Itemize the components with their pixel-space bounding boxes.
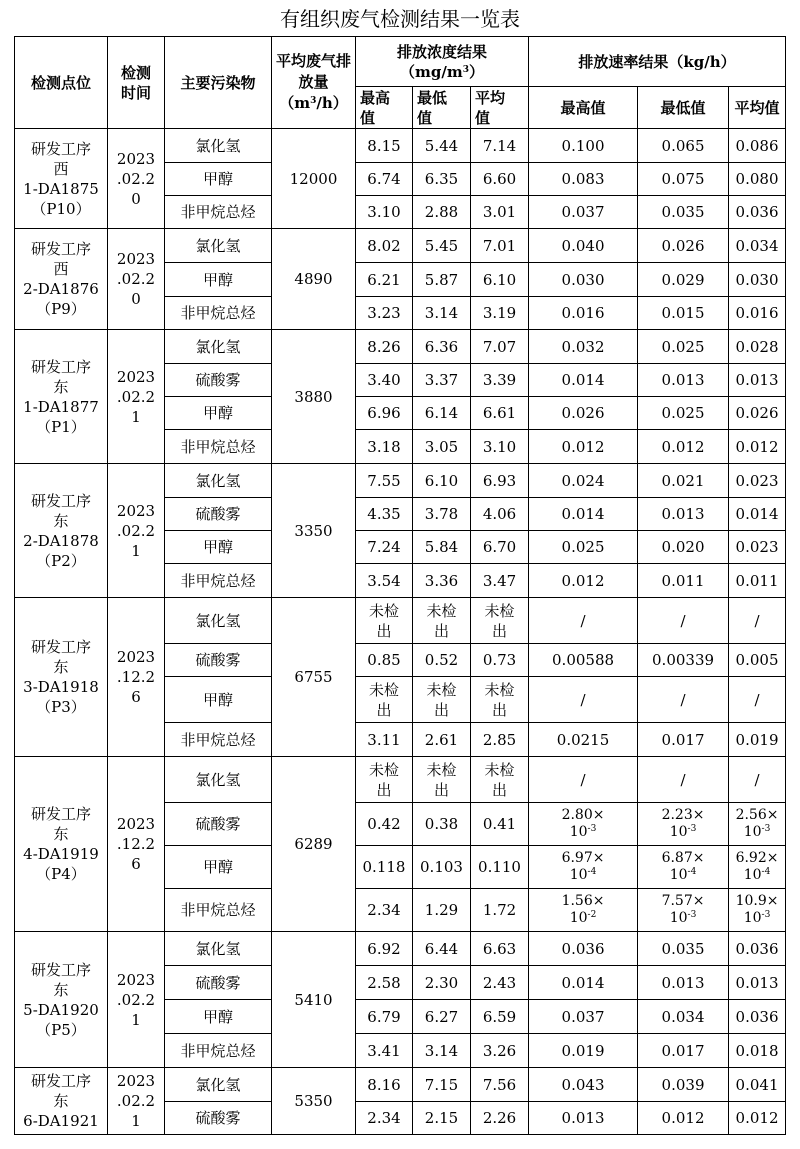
rate-min-cell: 0.034 xyxy=(638,1000,729,1034)
conc-max-cell: 6.74 xyxy=(356,163,413,196)
pollutant-cell: 氯化氢 xyxy=(165,598,272,644)
table-row xyxy=(15,757,786,803)
pollutant-cell: 硫酸雾 xyxy=(165,644,272,677)
pollutant-cell: 甲醇 xyxy=(165,846,272,889)
pollutant-cell: 甲醇 xyxy=(165,677,272,723)
conc-max-cell: 3.41 xyxy=(356,1034,413,1068)
rate-avg-cell: 0.012 xyxy=(729,1102,786,1135)
conc-avg-cell: 3.39 xyxy=(471,364,529,397)
rate-max-cell: / xyxy=(529,677,638,723)
conc-min-cell: 0.38 xyxy=(413,803,471,846)
conc-avg-cell: 未检 出 xyxy=(471,677,529,723)
conc-min-cell: 2.30 xyxy=(413,966,471,1000)
rate-avg-cell: 0.023 xyxy=(729,464,786,498)
rate-min-cell: 0.035 xyxy=(638,196,729,229)
conc-min-cell: 3.05 xyxy=(413,430,471,464)
rate-min-cell: 0.039 xyxy=(638,1068,729,1102)
header-conc-max: 最高 值 xyxy=(356,87,413,129)
rate-min-cell: 7.57× $10^{-3}$ xyxy=(638,889,729,932)
test-date-cell: 2023 .02.2 1 xyxy=(108,932,165,1068)
rate-min-cell: 6.87× $10^{-4}$ xyxy=(638,846,729,889)
rate-min-cell: 0.012 xyxy=(638,430,729,464)
rate-max-cell: 0.037 xyxy=(529,196,638,229)
conc-min-cell: 6.10 xyxy=(413,464,471,498)
conc-max-cell: 未检 出 xyxy=(356,677,413,723)
rate-max-cell: 0.014 xyxy=(529,364,638,397)
monitoring-point-cell: 研发工序 东 5-DA1920 （P5） xyxy=(15,932,108,1068)
header-location: 检测点位 xyxy=(15,37,108,129)
rate-avg-cell: 0.036 xyxy=(729,1000,786,1034)
rate-avg-cell: 10.9× $10^{-3}$ xyxy=(729,889,786,932)
exhaust-flow-cell: 3880 xyxy=(272,330,356,464)
pollutant-cell: 非甲烷总烃 xyxy=(165,1034,272,1068)
monitoring-point-cell: 研发工序 西 1-DA1875 （P10） xyxy=(15,129,108,229)
rate-max-cell: / xyxy=(529,598,638,644)
rate-avg-cell: 0.086 xyxy=(729,129,786,163)
rate-max-cell: 0.014 xyxy=(529,966,638,1000)
test-date-cell: 2023 .02.2 1 xyxy=(108,464,165,598)
rate-avg-cell: 0.013 xyxy=(729,966,786,1000)
conc-max-cell: 2.34 xyxy=(356,1102,413,1135)
conc-max-cell: 0.42 xyxy=(356,803,413,846)
rate-avg-cell: 6.92× $10^{-4}$ xyxy=(729,846,786,889)
header-rate-min: 最低值 xyxy=(638,87,729,129)
conc-min-cell: 3.14 xyxy=(413,1034,471,1068)
rate-avg-cell: 0.041 xyxy=(729,1068,786,1102)
exhaust-flow-cell: 6289 xyxy=(272,757,356,932)
rate-avg-cell: 0.018 xyxy=(729,1034,786,1068)
pollutant-cell: 硫酸雾 xyxy=(165,803,272,846)
conc-min-cell: 6.44 xyxy=(413,932,471,966)
rate-min-cell: 0.075 xyxy=(638,163,729,196)
rate-avg-cell: 0.036 xyxy=(729,932,786,966)
conc-min-cell: 3.36 xyxy=(413,564,471,598)
pollutant-cell: 甲醇 xyxy=(165,263,272,297)
test-date-cell: 2023 .12.2 6 xyxy=(108,598,165,757)
pollutant-cell: 甲醇 xyxy=(165,1000,272,1034)
table-row xyxy=(15,229,786,263)
rate-max-cell: 0.025 xyxy=(529,531,638,564)
exhaust-flow-cell: 5410 xyxy=(272,932,356,1068)
rate-min-cell: 0.029 xyxy=(638,263,729,297)
exhaust-gas-results-table xyxy=(14,36,786,1135)
pollutant-cell: 甲醇 xyxy=(165,163,272,196)
conc-avg-cell: 2.43 xyxy=(471,966,529,1000)
rate-min-cell: 2.23× $10^{-3}$ xyxy=(638,803,729,846)
pollutant-cell: 氯化氢 xyxy=(165,464,272,498)
conc-max-cell: 未检 出 xyxy=(356,757,413,803)
conc-max-cell: 2.58 xyxy=(356,966,413,1000)
conc-max-cell: 8.02 xyxy=(356,229,413,263)
conc-avg-cell: 6.60 xyxy=(471,163,529,196)
test-date-cell: 2023 .02.2 0 xyxy=(108,229,165,330)
pollutant-cell: 氯化氢 xyxy=(165,330,272,364)
rate-max-cell: 0.026 xyxy=(529,397,638,430)
rate-avg-cell: / xyxy=(729,598,786,644)
pollutant-cell: 硫酸雾 xyxy=(165,498,272,531)
header-conc-min: 最低 值 xyxy=(413,87,471,129)
monitoring-point-cell: 研发工序 东 3-DA1918 （P3） xyxy=(15,598,108,757)
monitoring-point-cell: 研发工序 东 6-DA1921 xyxy=(15,1068,108,1135)
rate-avg-cell: 0.019 xyxy=(729,723,786,757)
table-title: 有组织废气检测结果一览表 xyxy=(280,7,520,31)
conc-min-cell: 0.52 xyxy=(413,644,471,677)
rate-max-cell: 0.024 xyxy=(529,464,638,498)
pollutant-cell: 甲醇 xyxy=(165,397,272,430)
conc-max-cell: 8.15 xyxy=(356,129,413,163)
conc-max-cell: 7.55 xyxy=(356,464,413,498)
table-row xyxy=(15,464,786,498)
rate-max-cell: 0.083 xyxy=(529,163,638,196)
rate-min-cell: 0.012 xyxy=(638,1102,729,1135)
rate-max-cell: 6.97× $10^{-4}$ xyxy=(529,846,638,889)
rate-max-cell: 0.030 xyxy=(529,263,638,297)
table-body xyxy=(15,129,786,1135)
rate-avg-cell: 0.012 xyxy=(729,430,786,464)
rate-max-cell: 0.00588 xyxy=(529,644,638,677)
conc-avg-cell: 3.01 xyxy=(471,196,529,229)
conc-max-cell: 3.11 xyxy=(356,723,413,757)
rate-max-cell: 0.043 xyxy=(529,1068,638,1102)
conc-min-cell: 5.84 xyxy=(413,531,471,564)
rate-max-cell: / xyxy=(529,757,638,803)
conc-min-cell: 2.88 xyxy=(413,196,471,229)
rate-avg-cell: / xyxy=(729,757,786,803)
pollutant-cell: 氯化氢 xyxy=(165,757,272,803)
conc-avg-cell: 6.93 xyxy=(471,464,529,498)
conc-avg-cell: 未检 出 xyxy=(471,598,529,644)
conc-max-cell: 4.35 xyxy=(356,498,413,531)
rate-max-cell: 0.012 xyxy=(529,564,638,598)
conc-avg-cell: 0.41 xyxy=(471,803,529,846)
header-pollutant: 主要污染物 xyxy=(165,37,272,129)
rate-max-cell: 0.037 xyxy=(529,1000,638,1034)
conc-min-cell: 6.35 xyxy=(413,163,471,196)
rate-min-cell: 0.065 xyxy=(638,129,729,163)
table-row xyxy=(15,598,786,644)
conc-avg-cell: 0.110 xyxy=(471,846,529,889)
pollutant-cell: 非甲烷总烃 xyxy=(165,564,272,598)
rate-min-cell: 0.013 xyxy=(638,364,729,397)
rate-min-cell: 0.013 xyxy=(638,498,729,531)
conc-min-cell: 3.78 xyxy=(413,498,471,531)
rate-max-cell: 0.012 xyxy=(529,430,638,464)
test-date-cell: 2023 .02.2 1 xyxy=(108,1068,165,1135)
table-row xyxy=(15,129,786,163)
rate-min-cell: / xyxy=(638,757,729,803)
pollutant-cell: 氯化氢 xyxy=(165,932,272,966)
conc-avg-cell: 3.19 xyxy=(471,297,529,330)
exhaust-flow-cell: 3350 xyxy=(272,464,356,598)
conc-avg-cell: 6.70 xyxy=(471,531,529,564)
conc-avg-cell: 未检 出 xyxy=(471,757,529,803)
conc-max-cell: 3.10 xyxy=(356,196,413,229)
conc-min-cell: 6.14 xyxy=(413,397,471,430)
header-rate-max: 最高值 xyxy=(529,87,638,129)
rate-min-cell: 0.035 xyxy=(638,932,729,966)
rate-max-cell: 0.036 xyxy=(529,932,638,966)
conc-max-cell: 2.34 xyxy=(356,889,413,932)
conc-max-cell: 未检 出 xyxy=(356,598,413,644)
conc-min-cell: 1.29 xyxy=(413,889,471,932)
monitoring-point-cell: 研发工序 东 2-DA1878 （P2） xyxy=(15,464,108,598)
pollutant-cell: 非甲烷总烃 xyxy=(165,297,272,330)
conc-avg-cell: 6.59 xyxy=(471,1000,529,1034)
rate-min-cell: 0.021 xyxy=(638,464,729,498)
header-concentration-group: 排放浓度结果$(mg/m^3)$ xyxy=(356,37,529,87)
rate-max-cell: 0.032 xyxy=(529,330,638,364)
rate-avg-cell: 0.016 xyxy=(729,297,786,330)
rate-min-cell: 0.017 xyxy=(638,723,729,757)
conc-max-cell: 0.118 xyxy=(356,846,413,889)
rate-min-cell: 0.025 xyxy=(638,397,729,430)
pollutant-cell: 非甲烷总烃 xyxy=(165,430,272,464)
pollutant-cell: 非甲烷总烃 xyxy=(165,196,272,229)
rate-min-cell: / xyxy=(638,677,729,723)
rate-min-cell: 0.026 xyxy=(638,229,729,263)
conc-avg-cell: 4.06 xyxy=(471,498,529,531)
exhaust-flow-cell: 6755 xyxy=(272,598,356,757)
exhaust-flow-cell: 12000 xyxy=(272,129,356,229)
conc-avg-cell: 7.14 xyxy=(471,129,529,163)
conc-max-cell: 3.18 xyxy=(356,430,413,464)
conc-min-cell: 2.61 xyxy=(413,723,471,757)
conc-min-cell: 未检 出 xyxy=(413,598,471,644)
monitoring-point-cell: 研发工序 东 4-DA1919 （P4） xyxy=(15,757,108,932)
table-row xyxy=(15,1068,786,1102)
pollutant-cell: 氯化氢 xyxy=(165,229,272,263)
rate-min-cell: 0.020 xyxy=(638,531,729,564)
rate-avg-cell: 0.005 xyxy=(729,644,786,677)
conc-max-cell: 7.24 xyxy=(356,531,413,564)
pollutant-cell: 硫酸雾 xyxy=(165,966,272,1000)
rate-min-cell: 0.025 xyxy=(638,330,729,364)
conc-min-cell: 3.37 xyxy=(413,364,471,397)
rate-avg-cell: 0.080 xyxy=(729,163,786,196)
rate-min-cell: 0.00339 xyxy=(638,644,729,677)
rate-max-cell: 0.100 xyxy=(529,129,638,163)
conc-max-cell: 8.26 xyxy=(356,330,413,364)
conc-min-cell: 未检 出 xyxy=(413,757,471,803)
conc-avg-cell: 6.10 xyxy=(471,263,529,297)
pollutant-cell: 硫酸雾 xyxy=(165,1102,272,1135)
conc-max-cell: 3.23 xyxy=(356,297,413,330)
pollutant-cell: 硫酸雾 xyxy=(165,364,272,397)
conc-avg-cell: 7.01 xyxy=(471,229,529,263)
conc-max-cell: 6.92 xyxy=(356,932,413,966)
rate-min-cell: 0.017 xyxy=(638,1034,729,1068)
rate-avg-cell: 0.023 xyxy=(729,531,786,564)
rate-min-cell: 0.015 xyxy=(638,297,729,330)
rate-avg-cell: 0.011 xyxy=(729,564,786,598)
rate-max-cell: 0.040 xyxy=(529,229,638,263)
rate-avg-cell: 0.036 xyxy=(729,196,786,229)
rate-max-cell: 0.014 xyxy=(529,498,638,531)
rate-max-cell: 2.80× $10^{-3}$ xyxy=(529,803,638,846)
conc-min-cell: 6.27 xyxy=(413,1000,471,1034)
conc-avg-cell: 1.72 xyxy=(471,889,529,932)
test-date-cell: 2023 .02.2 0 xyxy=(108,129,165,229)
pollutant-cell: 非甲烷总烃 xyxy=(165,889,272,932)
rate-avg-cell: 0.034 xyxy=(729,229,786,263)
pollutant-cell: 非甲烷总烃 xyxy=(165,723,272,757)
conc-max-cell: 3.40 xyxy=(356,364,413,397)
conc-max-cell: 6.79 xyxy=(356,1000,413,1034)
conc-avg-cell: 7.07 xyxy=(471,330,529,364)
rate-avg-cell: 0.028 xyxy=(729,330,786,364)
conc-min-cell: 0.103 xyxy=(413,846,471,889)
conc-avg-cell: 2.26 xyxy=(471,1102,529,1135)
conc-min-cell: 5.44 xyxy=(413,129,471,163)
conc-avg-cell: 2.85 xyxy=(471,723,529,757)
rate-avg-cell: 0.026 xyxy=(729,397,786,430)
rate-min-cell: / xyxy=(638,598,729,644)
header-rate-group: 排放速率结果（kg/h） xyxy=(529,37,786,87)
conc-max-cell: 3.54 xyxy=(356,564,413,598)
header-rate-avg: 平均值 xyxy=(729,87,786,129)
conc-min-cell: 未检 出 xyxy=(413,677,471,723)
header-conc-avg: 平均 值 xyxy=(471,87,529,129)
conc-max-cell: 6.96 xyxy=(356,397,413,430)
monitoring-point-cell: 研发工序 西 2-DA1876 （P9） xyxy=(15,229,108,330)
rate-max-cell: 1.56× $10^{-2}$ xyxy=(529,889,638,932)
rate-max-cell: 0.019 xyxy=(529,1034,638,1068)
conc-avg-cell: 7.56 xyxy=(471,1068,529,1102)
conc-avg-cell: 6.63 xyxy=(471,932,529,966)
rate-max-cell: 0.016 xyxy=(529,297,638,330)
conc-avg-cell: 3.47 xyxy=(471,564,529,598)
conc-avg-cell: 3.26 xyxy=(471,1034,529,1068)
rate-avg-cell: 0.014 xyxy=(729,498,786,531)
pollutant-cell: 甲醇 xyxy=(165,531,272,564)
conc-min-cell: 6.36 xyxy=(413,330,471,364)
conc-max-cell: 6.21 xyxy=(356,263,413,297)
conc-avg-cell: 3.10 xyxy=(471,430,529,464)
rate-min-cell: 0.013 xyxy=(638,966,729,1000)
header-flow: 平均废气排放量$(m^3/h)$ xyxy=(272,37,356,129)
table-row xyxy=(15,330,786,364)
rate-avg-cell: 0.013 xyxy=(729,364,786,397)
exhaust-flow-cell: 5350 xyxy=(272,1068,356,1135)
rate-avg-cell: 2.56× $10^{-3}$ xyxy=(729,803,786,846)
rate-avg-cell: / xyxy=(729,677,786,723)
monitoring-point-cell: 研发工序 东 1-DA1877 （P1） xyxy=(15,330,108,464)
test-date-cell: 2023 .12.2 6 xyxy=(108,757,165,932)
rate-max-cell: 0.0215 xyxy=(529,723,638,757)
exhaust-flow-cell: 4890 xyxy=(272,229,356,330)
test-date-cell: 2023 .02.2 1 xyxy=(108,330,165,464)
conc-max-cell: 0.85 xyxy=(356,644,413,677)
rate-avg-cell: 0.030 xyxy=(729,263,786,297)
table-header xyxy=(15,37,786,129)
table-row xyxy=(15,932,786,966)
pollutant-cell: 氯化氢 xyxy=(165,129,272,163)
conc-max-cell: 8.16 xyxy=(356,1068,413,1102)
conc-avg-cell: 6.61 xyxy=(471,397,529,430)
conc-min-cell: 3.14 xyxy=(413,297,471,330)
conc-min-cell: 5.87 xyxy=(413,263,471,297)
header-time: 检测 时间 xyxy=(108,37,165,129)
conc-min-cell: 2.15 xyxy=(413,1102,471,1135)
rate-max-cell: 0.013 xyxy=(529,1102,638,1135)
conc-avg-cell: 0.73 xyxy=(471,644,529,677)
conc-min-cell: 7.15 xyxy=(413,1068,471,1102)
conc-min-cell: 5.45 xyxy=(413,229,471,263)
rate-min-cell: 0.011 xyxy=(638,564,729,598)
pollutant-cell: 氯化氢 xyxy=(165,1068,272,1102)
